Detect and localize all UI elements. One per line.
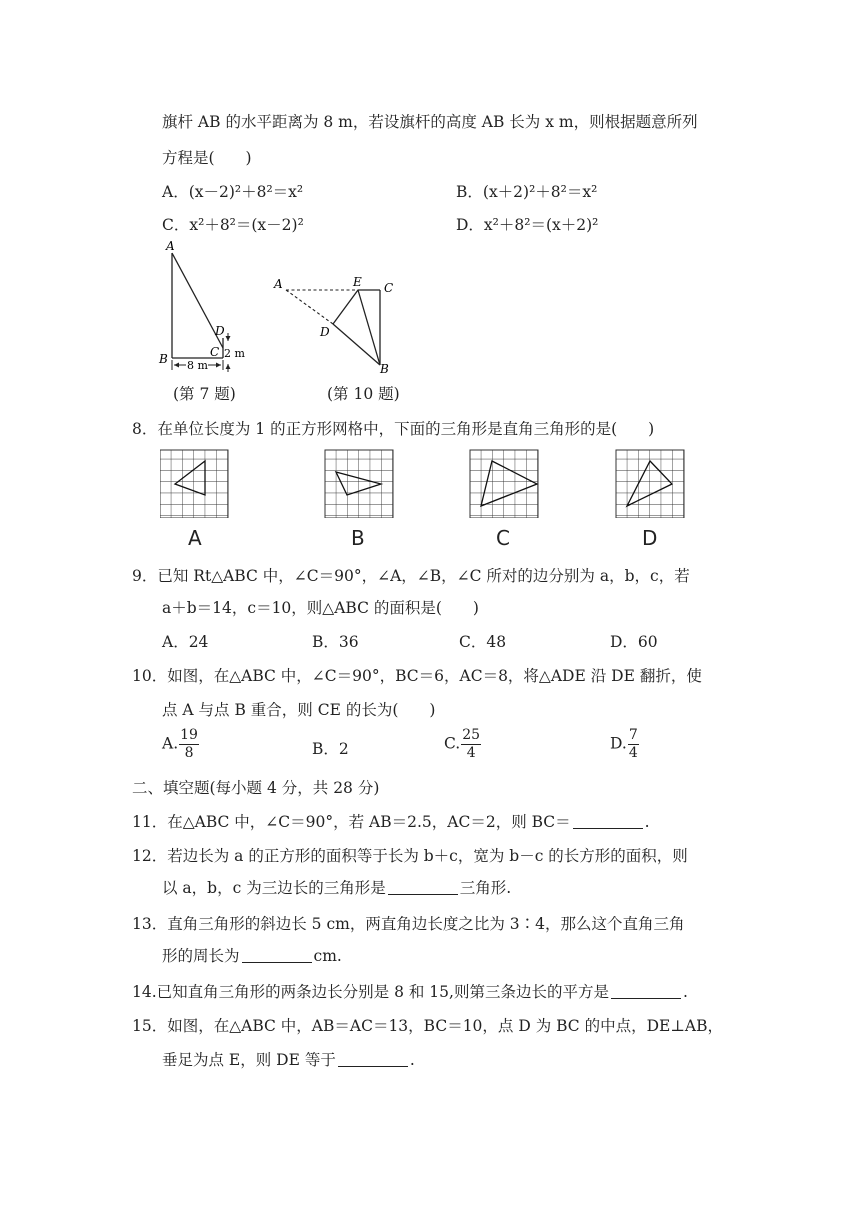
q15-stem-line1: 15．如图，在△ABC 中，AB＝AC＝13，BC＝10，点 D 为 BC 的中点，DE⊥AB， bbox=[132, 1017, 723, 1035]
q8-label-d: D bbox=[642, 526, 658, 550]
q14-text: 14.已知直角三角形的两条边长分别是 8 和 15,则第三条边长的平方是 bbox=[132, 983, 609, 1001]
fig10-label-c: C bbox=[384, 281, 394, 295]
q10-stem-line2: 点 A 与点 B 重合，则 CE 的长为( ) bbox=[162, 701, 436, 719]
q7-option-a: A．(x－2)²＋8²＝x² bbox=[162, 183, 304, 201]
q14-answer-blank bbox=[611, 984, 681, 999]
fig7-dim-8m: 8 m bbox=[187, 359, 208, 372]
q10-option-a-numerator: 19 bbox=[180, 727, 198, 743]
q11-answer-blank bbox=[573, 814, 643, 829]
q10-option-a-denominator: 8 bbox=[184, 745, 194, 761]
q8-grid-c bbox=[470, 450, 538, 518]
q13-stem-line1: 13．直角三角形的斜边长 5 cm，两直角边长度之比为 3∶4，那么这个直角三角 bbox=[132, 915, 685, 933]
q9-option-a: A．24 bbox=[162, 633, 209, 651]
q10-option-d-numerator: 7 bbox=[628, 727, 638, 743]
q11-text: 11．在△ABC 中，∠C＝90°，若 AB＝2.5，AC＝2，则 BC＝ bbox=[132, 813, 571, 831]
figure-q10-triangle bbox=[270, 270, 400, 380]
q8-stem: 8．在单位长度为 1 的正方形网格中，下面的三角形是直角三角形的是( ) bbox=[132, 420, 655, 438]
q8-label-a: A bbox=[188, 526, 202, 550]
q7-stem-line2: 方程是( ) bbox=[162, 149, 252, 167]
q9-option-d: D．60 bbox=[610, 633, 658, 651]
q12-text-a: 以 a，b，c 为三边长的三角形是 bbox=[162, 879, 386, 897]
q9-option-b: B．36 bbox=[312, 633, 359, 651]
q12-stem-line1: 12．若边长为 a 的正方形的面积等于长为 b＋c，宽为 b－c 的长方形的面积，则 bbox=[132, 847, 688, 865]
q7-option-b: B．(x＋2)²＋8²＝x² bbox=[456, 183, 598, 201]
q13-stem-line2 bbox=[162, 944, 342, 966]
fig10-label-d: D bbox=[320, 325, 330, 339]
q14-stem bbox=[132, 980, 688, 1002]
fig7-label-d: D bbox=[215, 324, 225, 338]
q15-stem-line2 bbox=[162, 1048, 415, 1070]
q10-option-b: B．2 bbox=[312, 740, 349, 758]
q8-label-c: C bbox=[496, 526, 510, 550]
q10-option-c-numerator: 25 bbox=[462, 727, 481, 743]
q10-option-a-prefix: A. bbox=[162, 734, 179, 753]
q7-option-c: C．x²＋8²＝(x－2)² bbox=[162, 216, 304, 234]
q12-stem-line2 bbox=[162, 876, 511, 898]
q10-option-d-denominator: 4 bbox=[628, 745, 638, 761]
q12-answer-blank bbox=[388, 880, 458, 895]
fig7-label-c: C bbox=[210, 345, 220, 359]
q9-option-c: C．48 bbox=[459, 633, 507, 651]
figure-q7-flagpole bbox=[150, 236, 260, 376]
q10-option-d bbox=[610, 727, 639, 762]
q10-option-c bbox=[444, 727, 481, 762]
q9-stem-line2: a＋b＝14，c＝10，则△ABC 的面积是( ) bbox=[162, 599, 479, 617]
fig7-label-b: B bbox=[159, 352, 168, 366]
fig10-label-b: B bbox=[380, 362, 389, 376]
fig10-label-e: E bbox=[353, 275, 362, 289]
q7-option-d: D．x²＋8²＝(x＋2)² bbox=[456, 216, 599, 234]
q8-grid-a bbox=[160, 450, 228, 518]
fig7-label-a: A bbox=[166, 239, 175, 253]
q8-grid-b bbox=[325, 450, 393, 518]
section-fill-in-heading: 二、填空题(每小题 4 分，共 28 分) bbox=[132, 779, 380, 797]
q13-text-a: 形的周长为 bbox=[162, 947, 240, 965]
q7-stem-line1: 旗杆 AB 的水平距离为 8 m，若设旗杆的高度 AB 长为 x m，则根据题意所列 bbox=[162, 113, 698, 131]
figure-q10-caption: (第 10 题) bbox=[327, 385, 400, 403]
q15-text-b: . bbox=[409, 1051, 415, 1069]
q13-text-b: cm. bbox=[313, 947, 342, 965]
q9-stem-line1: 9．已知 Rt△ABC 中，∠C＝90°，∠A，∠B，∠C 所对的边分别为 a，b，c，若 bbox=[132, 567, 690, 585]
q15-text-a: 垂足为点 E，则 DE 等于 bbox=[162, 1051, 336, 1069]
q14-end: . bbox=[682, 983, 688, 1001]
q15-answer-blank bbox=[338, 1052, 408, 1067]
fig10-label-a: A bbox=[274, 277, 283, 291]
q8-grid-d bbox=[616, 450, 684, 518]
fig7-dim-2m: 2 m bbox=[224, 347, 245, 360]
q11-stem bbox=[132, 810, 650, 832]
q8-grid-options bbox=[160, 448, 710, 518]
q10-option-a bbox=[162, 727, 199, 762]
q12-text-b: 三角形. bbox=[459, 879, 512, 897]
q10-option-c-prefix: C. bbox=[444, 734, 461, 753]
figure-q7-caption: (第 7 题) bbox=[173, 385, 236, 403]
q10-option-c-denominator: 4 bbox=[466, 745, 476, 761]
q10-option-d-prefix: D. bbox=[610, 734, 627, 753]
q10-stem-line1: 10．如图，在△ABC 中，∠C＝90°，BC＝6，AC＝8，将△ADE 沿 DE 翻折，使 bbox=[132, 667, 702, 685]
q11-end: . bbox=[644, 813, 650, 831]
q13-answer-blank bbox=[242, 948, 312, 963]
q8-label-b: B bbox=[351, 526, 365, 550]
